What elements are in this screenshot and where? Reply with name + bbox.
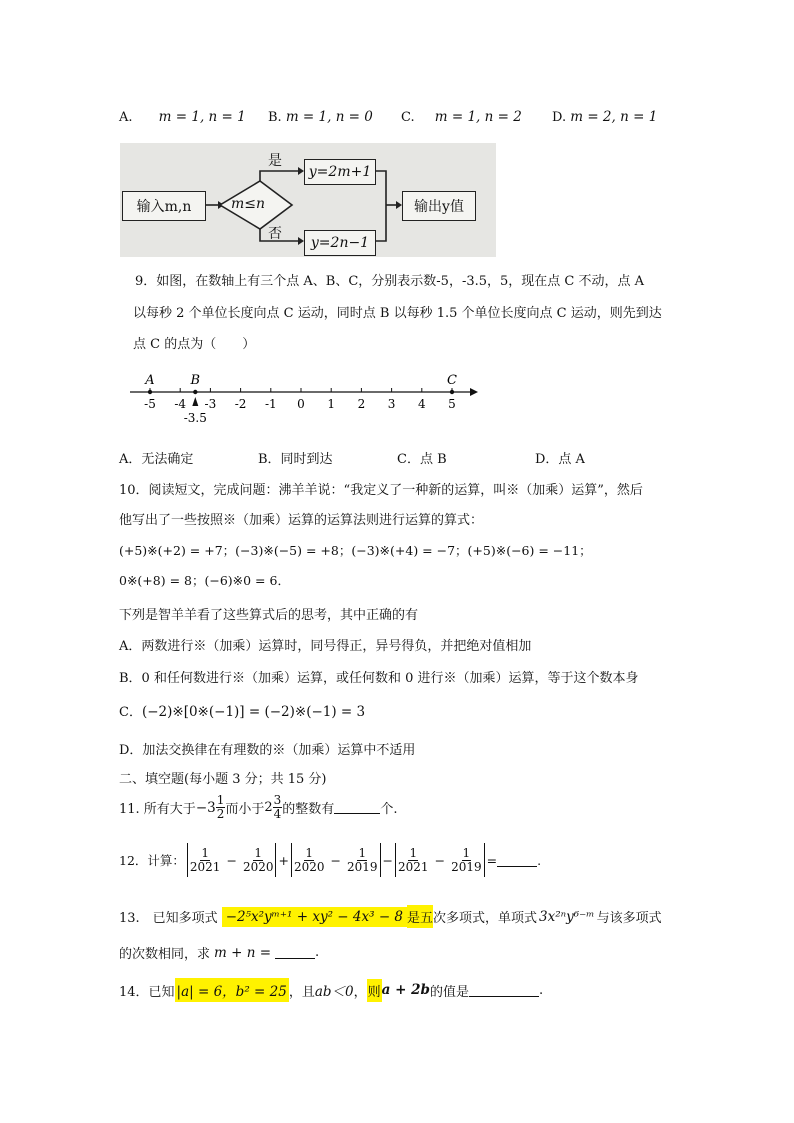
tick-label: 2	[357, 397, 366, 411]
q11-n1-int: −3	[195, 799, 216, 816]
point-c-dot	[450, 390, 454, 394]
q10-equations-2: 0※(+8) = 8；(−6)※0 = 6．	[119, 573, 290, 588]
q14-answer-blank[interactable]	[469, 984, 539, 997]
q11-n2-den: 4	[273, 807, 282, 821]
q12	[119, 843, 541, 877]
q9-line3: 点 C 的点为（ ）	[133, 337, 256, 352]
q13-line2-prefix: 的次数相同，求	[119, 947, 211, 962]
point-c-label: C	[447, 373, 457, 388]
q13-monomial: 3x²ⁿy⁶⁻ᵐ	[539, 908, 595, 925]
q12-end: .	[537, 852, 542, 868]
q9-option-c: C．点 B	[397, 452, 447, 467]
q9-line2: 以每秒 2 个单位长度向点 C 运动，同时点 B 以每秒 1.5 个单位长度向点 C 运动，则先到达	[133, 306, 662, 321]
condition-label: m≤n	[231, 196, 266, 212]
abs-bar	[380, 843, 381, 877]
q9-option-a: A．无法确定	[119, 452, 194, 467]
q11-n2-num: 3	[273, 793, 282, 807]
denominator: 2020	[293, 859, 325, 874]
option-c	[401, 109, 522, 125]
numerator: 1	[254, 845, 263, 860]
yes-expr-box	[304, 159, 376, 185]
q11-n1-den: 2	[216, 807, 225, 821]
q14-suffix: 的值是	[429, 984, 469, 1000]
option-d-label: D.	[552, 110, 567, 125]
q9-option-b: B．同时到达	[258, 452, 333, 467]
q11-prefix: 11. 所有大于	[119, 802, 196, 817]
option-b	[268, 109, 373, 125]
q12-answer-blank[interactable]	[497, 854, 537, 867]
output-label: 输出y值	[414, 199, 464, 215]
option-a-label: A.	[119, 110, 133, 125]
q10-option-c-label: C．	[119, 705, 142, 720]
q11-n2-frac	[273, 794, 283, 821]
option-d-text: m = 2, n = 1	[570, 109, 658, 125]
denominator: 2021	[398, 859, 429, 874]
q14-then: 则	[367, 979, 382, 1002]
q14-end: .	[538, 982, 544, 998]
denominator: 2020	[242, 859, 274, 874]
minus-sign: −	[226, 852, 237, 868]
q10-option-c-expr: (−2)※[0※(−1)] = (−2)※(−1) = 3	[141, 704, 366, 720]
abs-bar	[187, 843, 188, 877]
q14	[119, 978, 543, 1002]
frac-1-2021	[190, 847, 221, 874]
q13-answer-blank[interactable]	[275, 946, 315, 959]
q13-polynomial: −2⁵x²yᵐ⁺¹ + xy² − 4x³ − 8	[222, 907, 407, 927]
no-expr-box	[304, 230, 376, 256]
q14-mid: ，且	[288, 984, 315, 1000]
q13-end: .	[315, 945, 320, 960]
tick-label: -1	[264, 397, 277, 411]
tick-label: 3	[387, 397, 396, 411]
frac-1-2020	[243, 847, 274, 874]
number-line-arrow	[470, 388, 478, 396]
abs-bar	[484, 843, 485, 877]
frac-1-2019	[451, 847, 482, 874]
option-b-text: m = 1, n = 0	[285, 109, 373, 125]
q10-option-d: D．加法交换律在有理数的※（加乘）运算中不适用	[119, 743, 416, 758]
q10-equations-1: (+5)※(+2) = +7；(−3)※(−5) = +8；(−3)※(+4) = −7；(+5)※(−6) = −11；	[119, 543, 592, 558]
tick-label: 0	[297, 397, 305, 411]
q10-line2: 他写出了一些按照※（加乘）运算的运算法则进行运算的算式：	[119, 513, 484, 528]
tick-label: 4	[417, 397, 426, 411]
q11-n2-int: 2	[264, 800, 273, 815]
q11-n1-frac	[216, 794, 226, 821]
q12-prefix: 12．计算：	[119, 853, 185, 868]
tick-label: 1	[327, 397, 336, 411]
frac-1-2020	[294, 847, 325, 874]
q10-line3: 下列是智羊羊看了这些算式后的思考，其中正确的有	[119, 608, 419, 623]
tick-label: -5	[144, 397, 156, 411]
abs-bar	[395, 843, 396, 877]
q10-option-a: A．两数进行※（加乘）运算时，同号得正，异号得负，并把绝对值相加	[119, 639, 532, 654]
q11-n1-num: 1	[216, 793, 225, 807]
section-heading: 二、填空题(每小题 3 分；共 15 分)	[119, 772, 327, 787]
q10-option-b: B．0 和任何数进行※（加乘）运算，或任何数和 0 进行※（加乘）运算，等于这个数本身	[119, 671, 639, 686]
plus-sign: +	[278, 852, 289, 868]
tick-label: -2	[234, 397, 247, 411]
input-label: 输入m,n	[136, 199, 192, 215]
option-a	[119, 109, 246, 125]
option-b-label: B.	[268, 110, 282, 125]
q9-line1: 9．如图，在数轴上有三个点 A、B、C，分别表示数-5，-3.5，5，现在点 C 不动，点 A	[135, 274, 645, 289]
output-box	[402, 191, 476, 221]
option-c-label: C.	[401, 110, 415, 125]
q14-prefix: 14．已知	[119, 984, 175, 1000]
q14-comma: ，	[353, 984, 367, 1000]
abs-bar	[291, 843, 292, 877]
frac-1-2019	[347, 847, 378, 874]
q13-suffix: 与该多项式	[596, 911, 662, 926]
denominator: 2019	[347, 859, 378, 874]
yes-expr: y=2m+1	[308, 164, 372, 180]
q11-answer-blank[interactable]	[334, 801, 380, 814]
numerator: 1	[201, 845, 209, 860]
q11-mid: 而小于	[225, 802, 265, 817]
point-b-arrow	[192, 397, 198, 406]
point-b-dot	[193, 390, 197, 394]
q10-line1: 10．阅读短文，完成问题：沸羊羊说：“我定义了一种新的运算，叫※（加乘）运算”，然后	[119, 483, 643, 498]
q13-line2	[119, 943, 319, 962]
q11-suffix: 的整数有	[282, 802, 335, 817]
flowchart-photo	[120, 143, 496, 257]
q11	[119, 794, 397, 821]
q10-option-c	[119, 701, 365, 720]
minus-sign: −	[434, 852, 446, 868]
q13-line1	[119, 905, 662, 928]
q13-degree-label: 是五	[407, 905, 433, 928]
point-b-value: -3.5	[183, 411, 207, 425]
numerator: 1	[409, 845, 418, 860]
q13-prefix: 13. 已知多项式	[119, 911, 218, 926]
tick-label: -4	[174, 397, 187, 411]
q11-end: 个.	[380, 802, 398, 817]
point-b-label: B	[190, 373, 201, 388]
q14-expression: a + 2b	[381, 982, 430, 998]
numerator: 1	[358, 845, 367, 860]
no-label: 否	[268, 226, 282, 242]
q14-condition: |a| = 6，b² = 25	[175, 978, 289, 1002]
minus-sign: −	[382, 852, 394, 868]
denominator: 2019	[451, 859, 482, 874]
no-expr: y=2n−1	[310, 235, 370, 251]
option-a-text: m = 1, n = 1	[158, 109, 246, 125]
equals-sign: =	[486, 852, 498, 868]
frac-1-2021	[398, 847, 429, 874]
q13-mid: 次多项式，单项式	[433, 911, 538, 926]
tick-label: -3	[204, 397, 217, 411]
number-line	[125, 368, 485, 428]
numerator: 1	[305, 845, 314, 860]
minus-sign: −	[330, 852, 341, 868]
denominator: 2021	[189, 859, 221, 874]
point-a-dot	[148, 390, 152, 394]
yes-label: 是	[268, 153, 282, 169]
point-a-label: A	[145, 373, 155, 388]
input-box	[122, 191, 206, 221]
q9-option-d: D．点 A	[535, 452, 585, 467]
numerator: 1	[462, 845, 471, 860]
q13-expr: m + n =	[214, 944, 272, 961]
q14-condition2: ab＜0	[314, 984, 354, 1000]
option-c-text: m = 1, n = 2	[434, 109, 522, 125]
option-d	[552, 109, 657, 125]
abs-bar	[275, 843, 276, 877]
tick-label: 5	[448, 397, 456, 411]
